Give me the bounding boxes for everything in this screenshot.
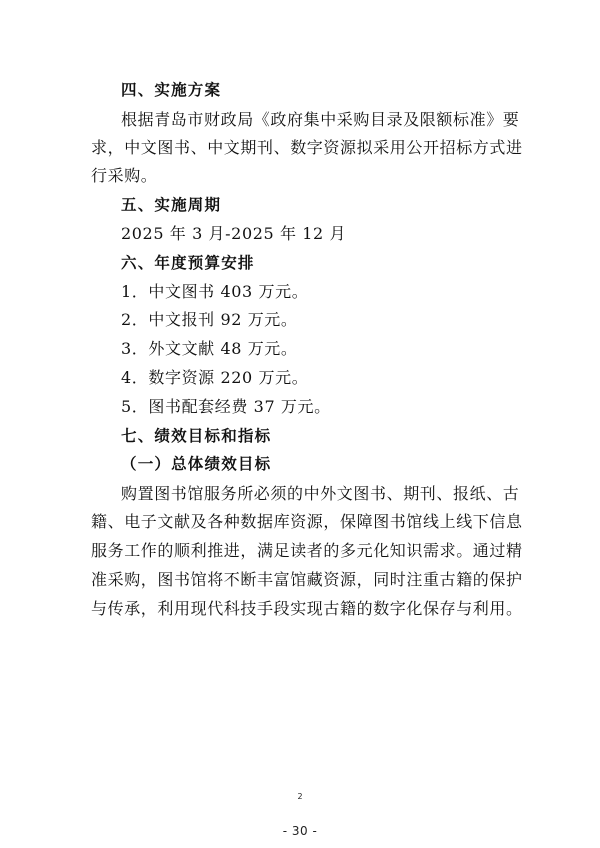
budget-item: 1．中文图书 403 万元。 [121, 282, 309, 301]
section5-heading: 五、实施周期 [121, 196, 222, 214]
section7-paragraph-line: 服务工作的顺利推进，满足读者的多元化知识需求。通过精 [91, 541, 523, 560]
section7-subheading: （一）总体绩效目标 [121, 455, 272, 473]
section4-paragraph-line: 求，中文图书、中文期刊、数字资源拟采用公开招标方式进 [91, 138, 523, 157]
budget-item: 4．数字资源 220 万元。 [121, 368, 309, 387]
section4-heading: 四、实施方案 [121, 81, 222, 99]
budget-item: 2．中文报刊 92 万元。 [121, 310, 298, 329]
page-number-inner: 2 [297, 792, 303, 801]
section5-period: 2025 年 3 月-2025 年 12 月 [121, 224, 347, 243]
section7-paragraph-line: 籍、电子文献及各种数据库资源，保障图书馆线上线下信息 [91, 512, 523, 531]
section7-paragraph-line: 与传承，利用现代科技手段实现古籍的数字化保存与利用。 [91, 599, 523, 618]
budget-item: 5．图书配套经费 37 万元。 [121, 397, 331, 416]
section6-heading: 六、年度预算安排 [121, 254, 255, 272]
section4-paragraph-line: 根据青岛市财政局《政府集中采购目录及限额标准》要 [121, 110, 520, 129]
page-number: - 30 - [282, 824, 318, 838]
section7-paragraph-line: 准采购，图书馆将不断丰富馆藏资源，同时注重古籍的保护 [91, 570, 523, 589]
budget-item: 3．外文文献 48 万元。 [121, 339, 298, 358]
section7-paragraph-line: 购置图书馆服务所必须的中外文图书、期刊、报纸、古 [121, 484, 520, 503]
section4-paragraph-line: 行采购。 [91, 166, 158, 185]
section7-heading: 七、绩效目标和指标 [121, 427, 272, 445]
